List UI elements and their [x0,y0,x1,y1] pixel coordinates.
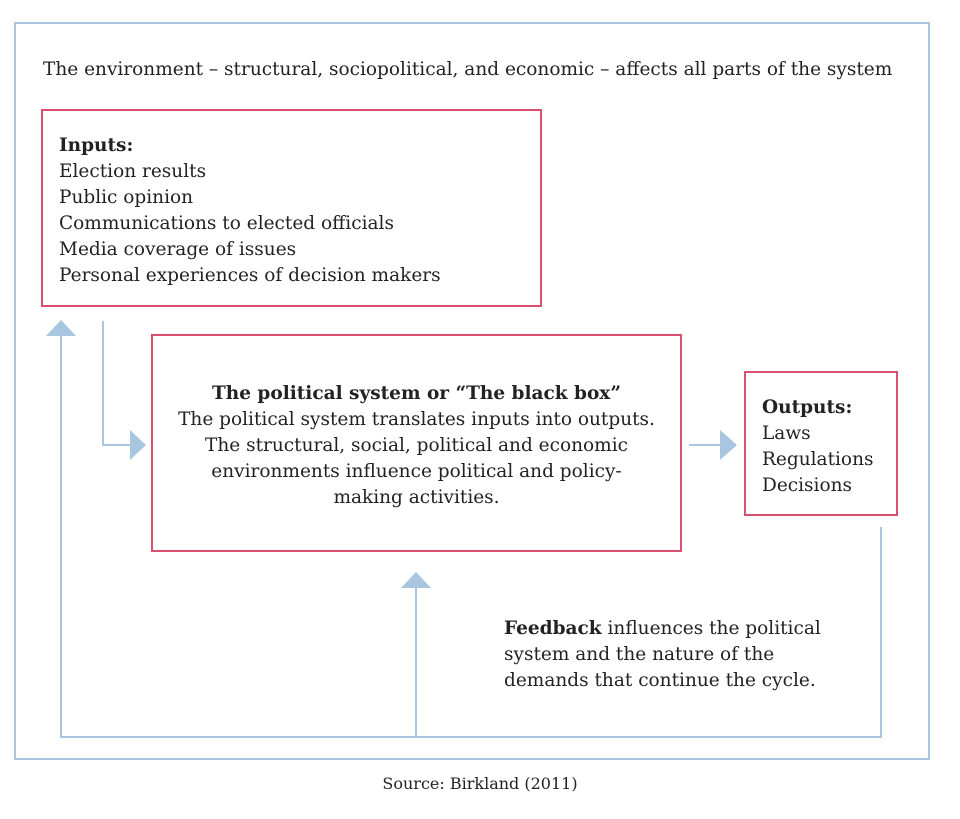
feedback-to-system-arrowhead [401,572,431,588]
inputs-to-system-arrowhead [130,430,146,460]
political-system-text-line: The structural, social, political and economic [205,435,628,456]
environment-caption: The environment – structural, sociopolitical, and economic – affects all parts of the system [43,59,893,80]
political-system-text-line: making activities. [333,487,500,508]
feedback-term: Feedback [504,618,602,639]
inputs-heading: Inputs: [59,135,134,156]
inputs-item: Election results [59,161,207,182]
inputs-item: Public opinion [59,187,194,208]
inputs-item: Media coverage of issues [59,239,297,260]
political-system-heading: The political system or “The black box” [212,383,621,404]
outputs-item: Laws [762,423,811,444]
inputs-item: Personal experiences of decision makers [59,265,441,286]
political-system-text-line: environments influence political and policy- [211,461,622,482]
feedback-line-1 [504,616,821,642]
feedback-line-2: system and the nature of the [504,644,775,665]
political-system-text-line: The political system translates inputs into outputs. [178,409,655,430]
inputs-item: Communications to elected officials [59,213,394,234]
source-caption: Source: Birkland (2011) [382,774,578,793]
feedback-line-1-rest: influences the political [601,618,821,639]
system-to-outputs-arrowhead [720,430,737,460]
political-system-box [151,334,682,552]
outputs-heading: Outputs: [762,397,853,418]
feedback-to-inputs-arrowhead [46,320,76,336]
outputs-item: Decisions [762,475,853,496]
inputs-to-system-line [103,321,130,445]
feedback-line-3: demands that continue the cycle. [504,670,816,691]
outputs-box [744,371,898,516]
outputs-item: Regulations [762,449,874,470]
feedback-text [504,616,821,694]
inputs-box [41,109,542,307]
